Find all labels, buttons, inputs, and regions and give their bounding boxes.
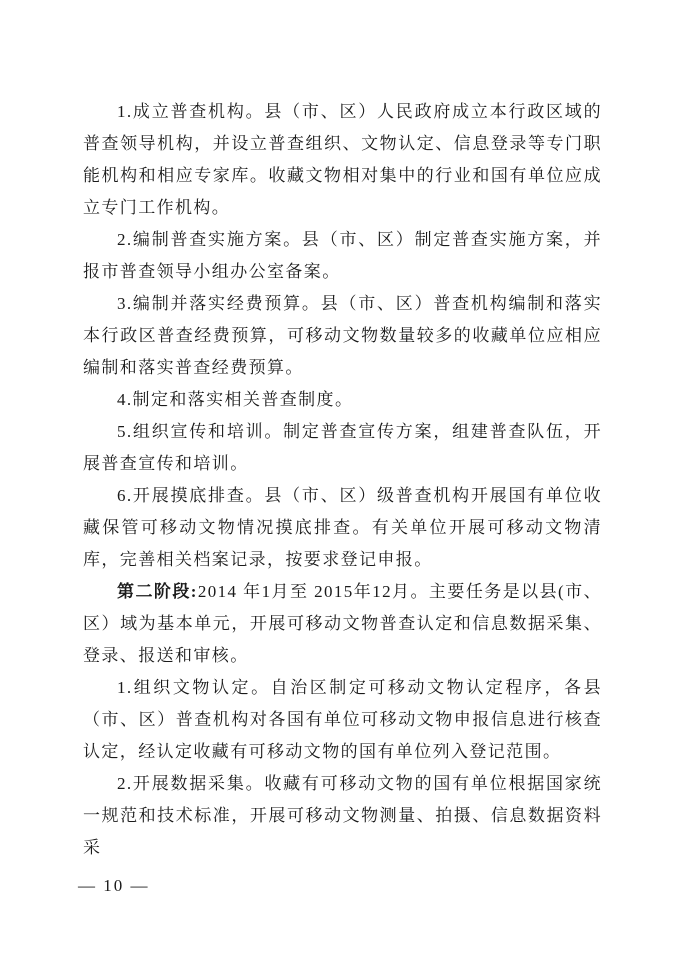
paragraph-1	[83, 96, 602, 224]
paragraph-8	[83, 672, 602, 768]
text-run: 1.成立普查机构。县（市、区）人民政府成立本行政区域的普查领导机构，并设立普查组织、文物认定、信息登录等专门职能机构和相应专家库。收藏文物相对集中的行业和国有单位应成立专门工作机构。	[83, 102, 602, 217]
text-run: 3.编制并落实经费预算。县（市、区）普查机构编制和落实本行政区普查经费预算，可移动文物数量较多的收藏单位应相应编制和落实普查经费预算。	[83, 294, 602, 377]
text-run: 2.开展数据采集。收藏有可移动文物的国有单位根据国家统一规范和技术标准，开展可移动文物测量、拍摄、信息数据资料采	[83, 774, 602, 857]
paragraph-7	[83, 576, 602, 672]
paragraph-5	[83, 416, 602, 480]
text-run: 6.开展摸底排查。县（市、区）级普查机构开展国有单位收藏保管可移动文物情况摸底排查。有关单位开展可移动文物清库，完善相关档案记录，按要求登记申报。	[83, 486, 602, 569]
paragraph-6	[83, 480, 602, 576]
text-run: 2014 年1月至 2015年12月。主要任务是以县(市、区）域为基本单元，开展可移动文物普查认定和信息数据采集、登录、报送和审核。	[83, 582, 602, 665]
text-run: 2.编制普查实施方案。县（市、区）制定普查实施方案，并报市普查领导小组办公室备案。	[83, 230, 602, 281]
document-body	[83, 96, 602, 864]
paragraph-9	[83, 768, 602, 864]
phase-heading-run: 第二阶段:	[117, 582, 198, 601]
paragraph-4	[83, 384, 602, 416]
paragraph-3	[83, 288, 602, 384]
text-run: 5.组织宣传和培训。制定普查宣传方案，组建普查队伍，开展普查宣传和培训。	[83, 422, 602, 473]
text-run: 4.制定和落实相关普查制度。	[117, 390, 354, 409]
text-run: 1.组织文物认定。自治区制定可移动文物认定程序，各县（市、区）普查机构对各国有单位可移动文物申报信息进行核查认定，经认定收藏有可移动文物的国有单位列入登记范围。	[83, 678, 602, 761]
page-number: — 10 —	[78, 876, 150, 895]
paragraph-2	[83, 224, 602, 288]
